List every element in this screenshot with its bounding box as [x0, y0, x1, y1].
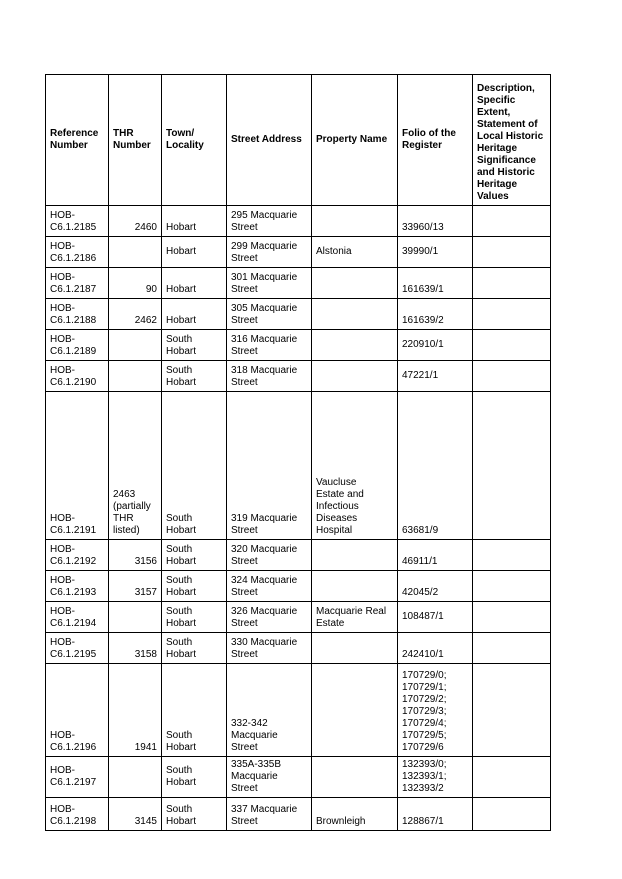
cell-reference: HOB- C6.1.2188	[46, 299, 109, 330]
header-town-locality: Town/ Locality	[162, 75, 227, 206]
cell-property: Macquarie Real Estate	[312, 602, 398, 633]
cell-reference: HOB- C6.1.2194	[46, 602, 109, 633]
cell-property	[312, 633, 398, 664]
cell-description	[473, 268, 551, 299]
cell-reference: HOB- C6.1.2186	[46, 237, 109, 268]
cell-reference: HOB- C6.1.2190	[46, 361, 109, 392]
cell-folio: 33960/13	[398, 206, 473, 237]
cell-street: 316 Macquarie Street	[227, 330, 312, 361]
cell-street: 332-342 Macquarie Street	[227, 664, 312, 757]
table-row	[46, 633, 551, 664]
header-property-name: Property Name	[312, 75, 398, 206]
cell-reference: HOB- C6.1.2196	[46, 664, 109, 757]
table-row	[46, 268, 551, 299]
cell-reference: HOB- C6.1.2193	[46, 571, 109, 602]
cell-property: Alstonia	[312, 237, 398, 268]
cell-town: South Hobart	[162, 571, 227, 602]
cell-property	[312, 757, 398, 798]
cell-description	[473, 798, 551, 831]
cell-thr: 2460	[109, 206, 162, 237]
header-street-address: Street Address	[227, 75, 312, 206]
cell-street: 295 Macquarie Street	[227, 206, 312, 237]
table-row	[46, 664, 551, 757]
cell-property	[312, 361, 398, 392]
header-thr-number: THR Number	[109, 75, 162, 206]
cell-property	[312, 268, 398, 299]
header-reference-number: Reference Number	[46, 75, 109, 206]
cell-description	[473, 633, 551, 664]
cell-folio: 242410/1	[398, 633, 473, 664]
cell-street: 330 Macquarie Street	[227, 633, 312, 664]
cell-town: South Hobart	[162, 664, 227, 757]
cell-folio: 132393/0; 132393/1; 132393/2	[398, 757, 473, 798]
cell-town: South Hobart	[162, 540, 227, 571]
cell-thr: 3145	[109, 798, 162, 831]
cell-folio: 46911/1	[398, 540, 473, 571]
cell-thr: 2462	[109, 299, 162, 330]
cell-thr: 90	[109, 268, 162, 299]
cell-folio: 47221/1	[398, 361, 473, 392]
cell-property	[312, 540, 398, 571]
cell-town: South Hobart	[162, 361, 227, 392]
cell-street: 326 Macquarie Street	[227, 602, 312, 633]
cell-town: South Hobart	[162, 330, 227, 361]
cell-town: South Hobart	[162, 633, 227, 664]
cell-folio: 108487/1	[398, 602, 473, 633]
cell-street: 324 Macquarie Street	[227, 571, 312, 602]
cell-description	[473, 757, 551, 798]
cell-folio: 161639/1	[398, 268, 473, 299]
cell-reference: HOB- C6.1.2185	[46, 206, 109, 237]
cell-description	[473, 299, 551, 330]
cell-folio: 128867/1	[398, 798, 473, 831]
cell-reference: HOB- C6.1.2198	[46, 798, 109, 831]
cell-description	[473, 206, 551, 237]
cell-folio: 170729/0; 170729/1; 170729/2; 170729/3; 170729/4; 170729/5; 170729/6	[398, 664, 473, 757]
cell-street: 299 Macquarie Street	[227, 237, 312, 268]
cell-property	[312, 299, 398, 330]
cell-description	[473, 664, 551, 757]
cell-folio: 39990/1	[398, 237, 473, 268]
cell-town: South Hobart	[162, 602, 227, 633]
table-row	[46, 602, 551, 633]
cell-street: 320 Macquarie Street	[227, 540, 312, 571]
cell-reference: HOB- C6.1.2192	[46, 540, 109, 571]
cell-property: Vaucluse Estate and Infectious Diseases Hospital	[312, 392, 398, 540]
cell-reference: HOB- C6.1.2195	[46, 633, 109, 664]
table-row	[46, 757, 551, 798]
cell-town: Hobart	[162, 268, 227, 299]
cell-description	[473, 540, 551, 571]
cell-street: 318 Macquarie Street	[227, 361, 312, 392]
cell-description	[473, 602, 551, 633]
cell-folio: 220910/1	[398, 330, 473, 361]
cell-folio: 63681/9	[398, 392, 473, 540]
cell-town: South Hobart	[162, 757, 227, 798]
cell-thr: 2463 (partially THR listed)	[109, 392, 162, 540]
cell-thr	[109, 361, 162, 392]
cell-town: Hobart	[162, 299, 227, 330]
cell-town: South Hobart	[162, 392, 227, 540]
cell-town: South Hobart	[162, 798, 227, 831]
cell-reference: HOB- C6.1.2187	[46, 268, 109, 299]
cell-description	[473, 571, 551, 602]
cell-town: Hobart	[162, 237, 227, 268]
cell-property: Brownleigh	[312, 798, 398, 831]
cell-description	[473, 330, 551, 361]
heritage-register-table	[45, 74, 551, 831]
cell-street: 301 Macquarie Street	[227, 268, 312, 299]
table-row	[46, 206, 551, 237]
cell-property	[312, 206, 398, 237]
cell-reference: HOB- C6.1.2189	[46, 330, 109, 361]
cell-street: 335A-335B Macquarie Street	[227, 757, 312, 798]
cell-folio: 42045/2	[398, 571, 473, 602]
cell-thr	[109, 237, 162, 268]
table-row	[46, 798, 551, 831]
cell-description	[473, 361, 551, 392]
cell-folio: 161639/2	[398, 299, 473, 330]
table-row	[46, 571, 551, 602]
cell-description	[473, 237, 551, 268]
cell-property	[312, 571, 398, 602]
cell-thr: 3156	[109, 540, 162, 571]
cell-street: 305 Macquarie Street	[227, 299, 312, 330]
cell-property	[312, 330, 398, 361]
table-row	[46, 299, 551, 330]
cell-thr	[109, 602, 162, 633]
cell-property	[312, 664, 398, 757]
header-description: Description, Specific Extent, Statement of Local Historic Heritage Significance and Historic Heritage Values	[473, 75, 551, 206]
cell-reference: HOB- C6.1.2197	[46, 757, 109, 798]
cell-thr: 3158	[109, 633, 162, 664]
table-row	[46, 361, 551, 392]
cell-thr	[109, 757, 162, 798]
table-row	[46, 540, 551, 571]
cell-reference: HOB- C6.1.2191	[46, 392, 109, 540]
cell-description	[473, 392, 551, 540]
table-row	[46, 330, 551, 361]
table-row	[46, 392, 551, 540]
cell-street: 337 Macquarie Street	[227, 798, 312, 831]
header-folio: Folio of the Register	[398, 75, 473, 206]
table-row	[46, 237, 551, 268]
cell-thr	[109, 330, 162, 361]
table-header-row	[46, 75, 551, 206]
cell-street: 319 Macquarie Street	[227, 392, 312, 540]
cell-thr: 1941	[109, 664, 162, 757]
cell-thr: 3157	[109, 571, 162, 602]
cell-town: Hobart	[162, 206, 227, 237]
